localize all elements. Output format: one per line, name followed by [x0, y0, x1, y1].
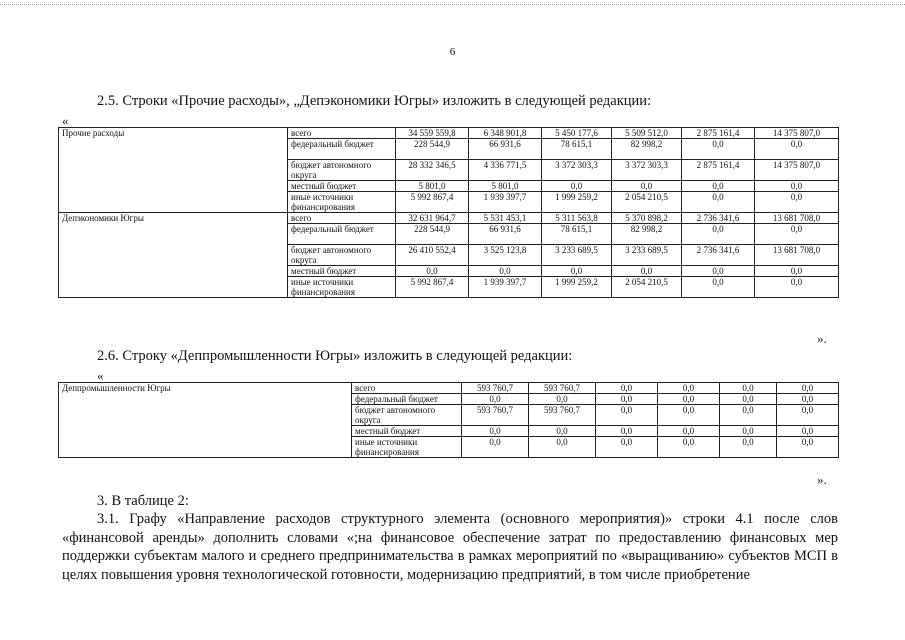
- value-cell: 0,0: [542, 266, 612, 277]
- table-row: [59, 213, 839, 224]
- group-name-cell: Прочие расходы: [59, 128, 288, 213]
- funding-source-cell: федеральный бюджет: [288, 224, 396, 245]
- value-cell: 2 054 210,5: [612, 277, 682, 298]
- value-cell: 5 801,0: [469, 181, 542, 192]
- value-cell: 228 544,9: [396, 139, 469, 160]
- close-quote-2-6: ».: [817, 472, 827, 487]
- close-quote-2-5: ».: [817, 331, 827, 346]
- value-cell: 28 332 346,5: [396, 160, 469, 181]
- value-cell: 5 992 867,4: [396, 277, 469, 298]
- value-cell: 66 931,6: [469, 224, 542, 245]
- value-cell: 14 375 807,0: [755, 160, 839, 181]
- value-cell: 0,0: [658, 405, 720, 426]
- value-cell: 0,0: [720, 394, 777, 405]
- value-cell: 3 372 303,3: [612, 160, 682, 181]
- value-cell: 1 999 259,2: [542, 192, 612, 213]
- value-cell: 0,0: [462, 394, 529, 405]
- value-cell: 0,0: [596, 437, 658, 458]
- value-cell: 0,0: [596, 383, 658, 394]
- value-cell: 593 760,7: [529, 383, 596, 394]
- value-cell: 0,0: [596, 394, 658, 405]
- value-cell: 0,0: [529, 426, 596, 437]
- value-cell: 34 559 559,8: [396, 128, 469, 139]
- section-2-5-heading: 2.5. Строки «Прочие расходы», „Депэкономики Югры» изложить в следующей редакции:: [97, 93, 652, 109]
- value-cell: 5 801,0: [396, 181, 469, 192]
- value-cell: 0,0: [755, 224, 839, 245]
- value-cell: 78 615,1: [542, 224, 612, 245]
- value-cell: 4 336 771,5: [469, 160, 542, 181]
- funding-source-cell: местный бюджет: [352, 426, 462, 437]
- value-cell: 2 736 341,6: [682, 213, 755, 224]
- value-cell: 2 736 341,6: [682, 245, 755, 266]
- funding-source-cell: всего: [288, 128, 396, 139]
- value-cell: 0,0: [658, 394, 720, 405]
- value-cell: 0,0: [596, 426, 658, 437]
- scan-top-edge: [0, 0, 905, 5]
- value-cell: 13 681 708,0: [755, 245, 839, 266]
- value-cell: 0,0: [682, 181, 755, 192]
- value-cell: 0,0: [682, 224, 755, 245]
- value-cell: 0,0: [777, 405, 839, 426]
- value-cell: 0,0: [682, 277, 755, 298]
- value-cell: 82 998,2: [612, 224, 682, 245]
- value-cell: 0,0: [658, 437, 720, 458]
- funding-source-cell: федеральный бюджет: [288, 139, 396, 160]
- value-cell: 0,0: [777, 383, 839, 394]
- value-cell: 0,0: [396, 266, 469, 277]
- value-cell: 0,0: [720, 426, 777, 437]
- value-cell: 0,0: [658, 426, 720, 437]
- value-cell: 0,0: [462, 426, 529, 437]
- value-cell: 0,0: [612, 181, 682, 192]
- value-cell: 0,0: [755, 139, 839, 160]
- expenses-table: [58, 127, 839, 298]
- value-cell: 0,0: [682, 139, 755, 160]
- value-cell: 1 999 259,2: [542, 277, 612, 298]
- value-cell: 0,0: [529, 394, 596, 405]
- value-cell: 3 233 689,5: [542, 245, 612, 266]
- value-cell: 0,0: [777, 426, 839, 437]
- funding-source-cell: всего: [352, 383, 462, 394]
- value-cell: 2 054 210,5: [612, 192, 682, 213]
- value-cell: 0,0: [777, 437, 839, 458]
- value-cell: 0,0: [462, 437, 529, 458]
- value-cell: 5 509 512,0: [612, 128, 682, 139]
- funding-source-cell: федеральный бюджет: [352, 394, 462, 405]
- value-cell: 0,0: [682, 266, 755, 277]
- value-cell: 2 875 161,4: [682, 160, 755, 181]
- funding-source-cell: бюджет автономного округа: [288, 160, 396, 181]
- funding-source-cell: местный бюджет: [288, 181, 396, 192]
- industry-table: [58, 382, 839, 458]
- value-cell: 0,0: [720, 405, 777, 426]
- section-2-6-heading: 2.6. Строку «Деппромышленности Югры» изложить в следующей редакции:: [97, 348, 573, 364]
- value-cell: 0,0: [755, 192, 839, 213]
- value-cell: 0,0: [755, 181, 839, 192]
- value-cell: 0,0: [720, 383, 777, 394]
- value-cell: 593 760,7: [462, 383, 529, 394]
- value-cell: 0,0: [755, 266, 839, 277]
- value-cell: 0,0: [529, 437, 596, 458]
- value-cell: 2 875 161,4: [682, 128, 755, 139]
- funding-source-cell: всего: [288, 213, 396, 224]
- value-cell: 1 939 397,7: [469, 192, 542, 213]
- value-cell: 32 631 964,7: [396, 213, 469, 224]
- value-cell: 0,0: [682, 192, 755, 213]
- value-cell: 13 681 708,0: [755, 213, 839, 224]
- value-cell: 0,0: [469, 266, 542, 277]
- value-cell: 82 998,2: [612, 139, 682, 160]
- value-cell: 5 311 563,8: [542, 213, 612, 224]
- section-3-1-paragraph: 3.1. Графу «Направление расходов структурного элемента (основного мероприятия)» строки 4.1 после слов «финансовой аренды» дополнить словами «;на финансовое обеспечение затрат по предоставлению финансовых мер поддержки субъектам малого и среднего предпринимательства в рамках мероприятий по «выращиванию» субъектов МСП в целях повышения уровня технологической готовности, модернизацию предприятий, в том числе приобретение: [62, 511, 838, 583]
- group-name-cell: Деппромышленности Югры: [59, 383, 352, 458]
- value-cell: 0,0: [612, 266, 682, 277]
- table-row: [59, 383, 839, 394]
- value-cell: 0,0: [720, 437, 777, 458]
- value-cell: 5 531 453,1: [469, 213, 542, 224]
- section-3-heading: 3. В таблице 2:: [97, 493, 189, 509]
- value-cell: 0,0: [777, 394, 839, 405]
- value-cell: 6 348 901,8: [469, 128, 542, 139]
- value-cell: 228 544,9: [396, 224, 469, 245]
- value-cell: 3 233 689,5: [612, 245, 682, 266]
- funding-source-cell: иные источники финансирования: [288, 277, 396, 298]
- value-cell: 14 375 807,0: [755, 128, 839, 139]
- open-quote-2-5: «: [62, 113, 69, 128]
- value-cell: 26 410 552,4: [396, 245, 469, 266]
- value-cell: 0,0: [658, 383, 720, 394]
- value-cell: 5 370 898,2: [612, 213, 682, 224]
- value-cell: 593 760,7: [529, 405, 596, 426]
- funding-source-cell: бюджет автономного округа: [352, 405, 462, 426]
- page-number: 6: [449, 46, 456, 58]
- funding-source-cell: иные источники финансирования: [288, 192, 396, 213]
- value-cell: 0,0: [755, 277, 839, 298]
- funding-source-cell: бюджет автономного округа: [288, 245, 396, 266]
- value-cell: 3 372 303,3: [542, 160, 612, 181]
- open-quote-2-6: «: [97, 368, 104, 383]
- value-cell: 66 931,6: [469, 139, 542, 160]
- funding-source-cell: иные источники финансирования: [352, 437, 462, 458]
- value-cell: 3 525 123,8: [469, 245, 542, 266]
- value-cell: 0,0: [596, 405, 658, 426]
- value-cell: 5 992 867,4: [396, 192, 469, 213]
- group-name-cell: Депэкономики Югры: [59, 213, 288, 298]
- value-cell: 5 450 177,6: [542, 128, 612, 139]
- value-cell: 593 760,7: [462, 405, 529, 426]
- table-row: [59, 128, 839, 139]
- value-cell: 78 615,1: [542, 139, 612, 160]
- funding-source-cell: местный бюджет: [288, 266, 396, 277]
- value-cell: 0,0: [542, 181, 612, 192]
- value-cell: 1 939 397,7: [469, 277, 542, 298]
